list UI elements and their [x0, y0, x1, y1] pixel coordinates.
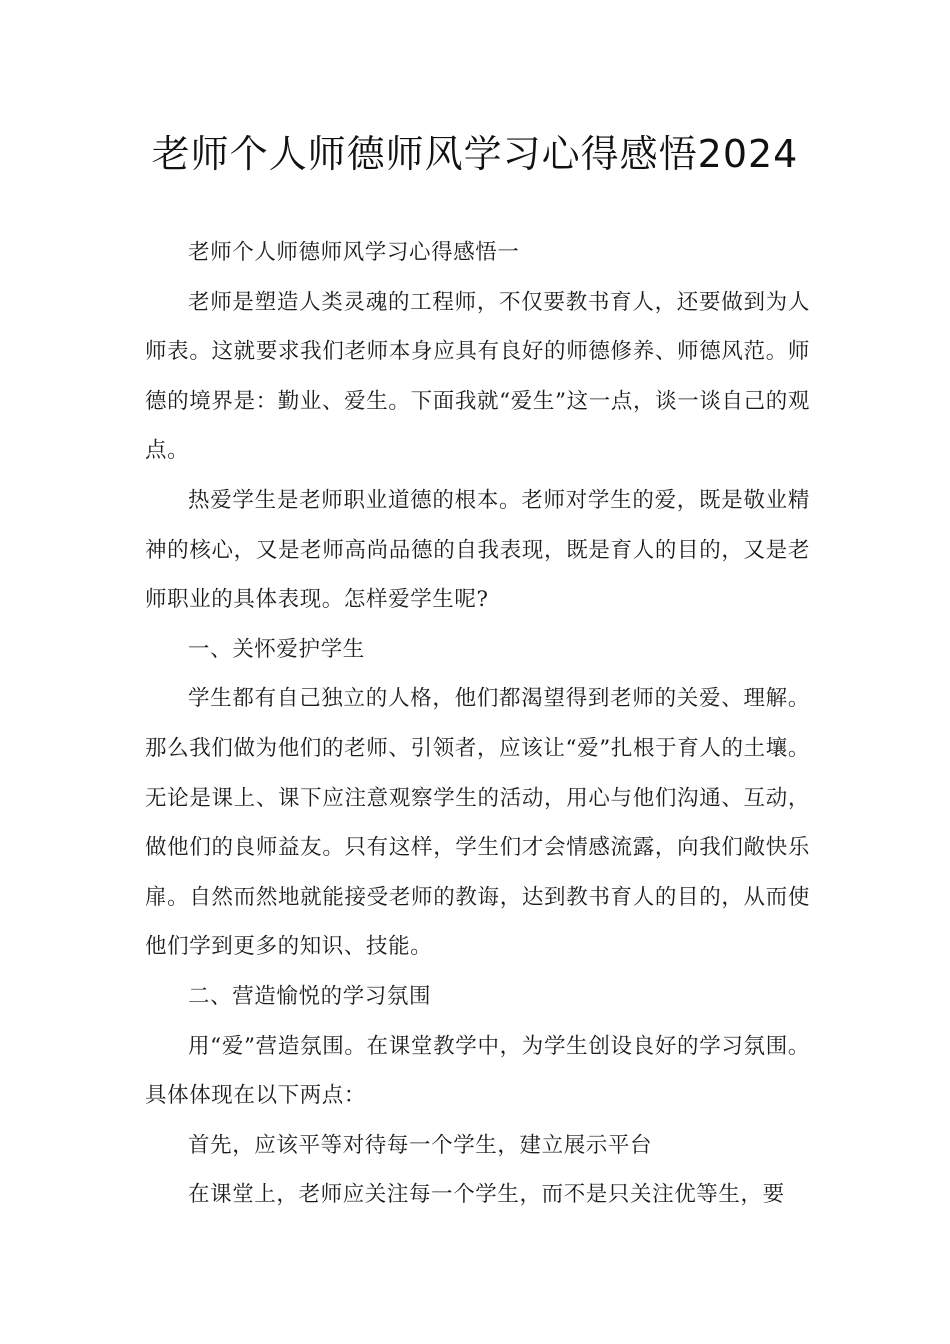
- section-heading: 二、营造愉悦的学习氛围: [188, 983, 432, 1009]
- paragraph: 在课堂上，老师应关注每一个学生，而不是只关注优等生，要: [188, 1182, 785, 1208]
- paragraph: 老师是塑造人类灵魂的工程师，不仅要教书育人，还要做到为人师表。这就要求我们老师本身应具有良好的师德修养、师德风范。师德的境界是：勤业、爱生。下面我就“爱生”这一点，谈一谈自己的观点。: [145, 289, 810, 464]
- paragraph: 学生都有自己独立的人格，他们都渴望得到老师的关爱、理解。那么我们做为他们的老师、引领者，应该让“爱”扎根于育人的土壤。无论是课上、课下应注意观察学生的活动，用心与他们沟通、互动，做他们的良师益友。只有这样，学生们才会情感流露，向我们敞快乐扉。自然而然地就能接受老师的教诲，达到教书育人的目的，从而使他们学到更多的知识、技能。: [145, 686, 810, 960]
- document-title: 老师个人师德师风学习心得感悟2024: [151, 132, 799, 176]
- paragraph: 首先，应该平等对待每一个学生，建立展示平台: [188, 1132, 653, 1158]
- section-heading: 一、关怀爱护学生: [188, 636, 365, 662]
- section-heading: 老师个人师德师风学习心得感悟一: [188, 240, 520, 265]
- document-body: [145, 228, 810, 1220]
- paragraph: 热爱学生是老师职业道德的根本。老师对学生的爱，既是敬业精神的核心，又是老师高尚品德的自我表现，既是育人的目的，又是老师职业的具体表现。怎样爱学生呢?: [145, 487, 810, 613]
- paragraph: 用“爱”营造氛围。在课堂教学中，为学生创设良好的学习氛围。具体体现在以下两点：: [145, 1033, 810, 1109]
